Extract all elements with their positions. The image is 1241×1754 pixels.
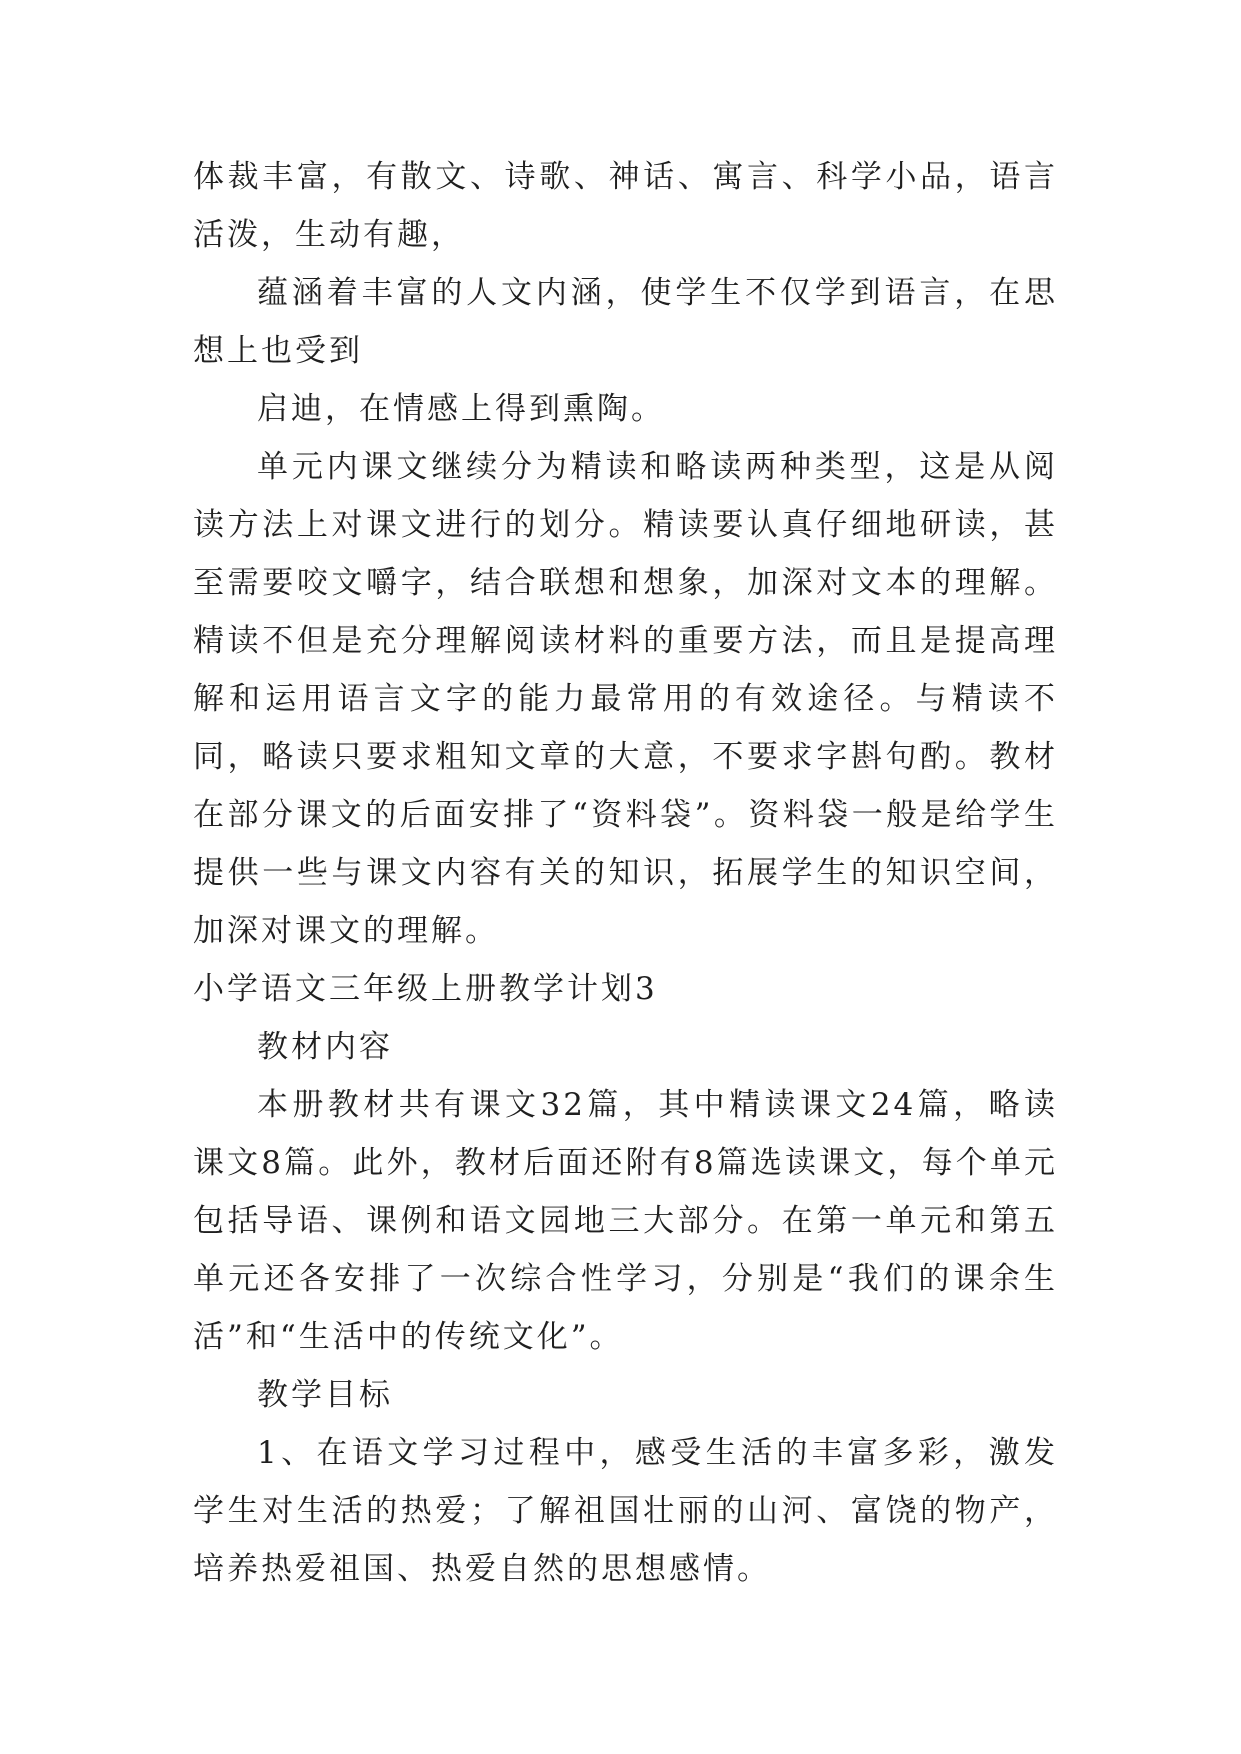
paragraph-goal-1: 1、在语文学习过程中，感受生活的丰富多彩，激发学生对生活的热爱；了解祖国壮丽的山河、富饶的物产，培养热爱祖国、热爱自然的思想感情。 <box>193 1435 1058 1587</box>
paragraph-humanistic-content: 蕴涵着丰富的人文内涵，使学生不仅学到语言，在思想上也受到 <box>193 275 1058 369</box>
paragraph-textbook-content: 本册教材共有课文32篇，其中精读课文24篇，略读课文8篇。此外，教材后面还附有8篇选读课文，每个单元包括导语、课例和语文园地三大部分。在第一单元和第五单元还各安排了一次综合性学习，分别是“我们的课余生活”和“生活中的传统文化”。 <box>193 1087 1058 1355</box>
paragraph-genre-intro: 体裁丰富，有散文、诗歌、神话、寓言、科学小品，语言活泼，生动有趣， <box>193 159 1058 253</box>
paragraph-inspiration: 启迪，在情感上得到熏陶。 <box>257 391 665 427</box>
heading-textbook-content: 教材内容 <box>257 1029 393 1065</box>
heading-teaching-goals: 教学目标 <box>257 1377 393 1413</box>
section-title-plan-3: 小学语文三年级上册教学计划3 <box>193 971 658 1007</box>
document-page <box>193 148 1058 1598</box>
paragraph-reading-types: 单元内课文继续分为精读和略读两种类型，这是从阅读方法上对课文进行的划分。精读要认真仔细地研读，甚至需要咬文嚼字，结合联想和想象，加深对文本的理解。精读不但是充分理解阅读材料的重要方法，而且是提高理解和运用语言文字的能力最常用的有效途径。与精读不同，略读只要求粗知文章的大意，不要求字斟句酌。教材在部分课文的后面安排了“资料袋”。资料袋一般是给学生提供一些与课文内容有关的知识，拓展学生的知识空间，加深对课文的理解。 <box>193 449 1058 949</box>
